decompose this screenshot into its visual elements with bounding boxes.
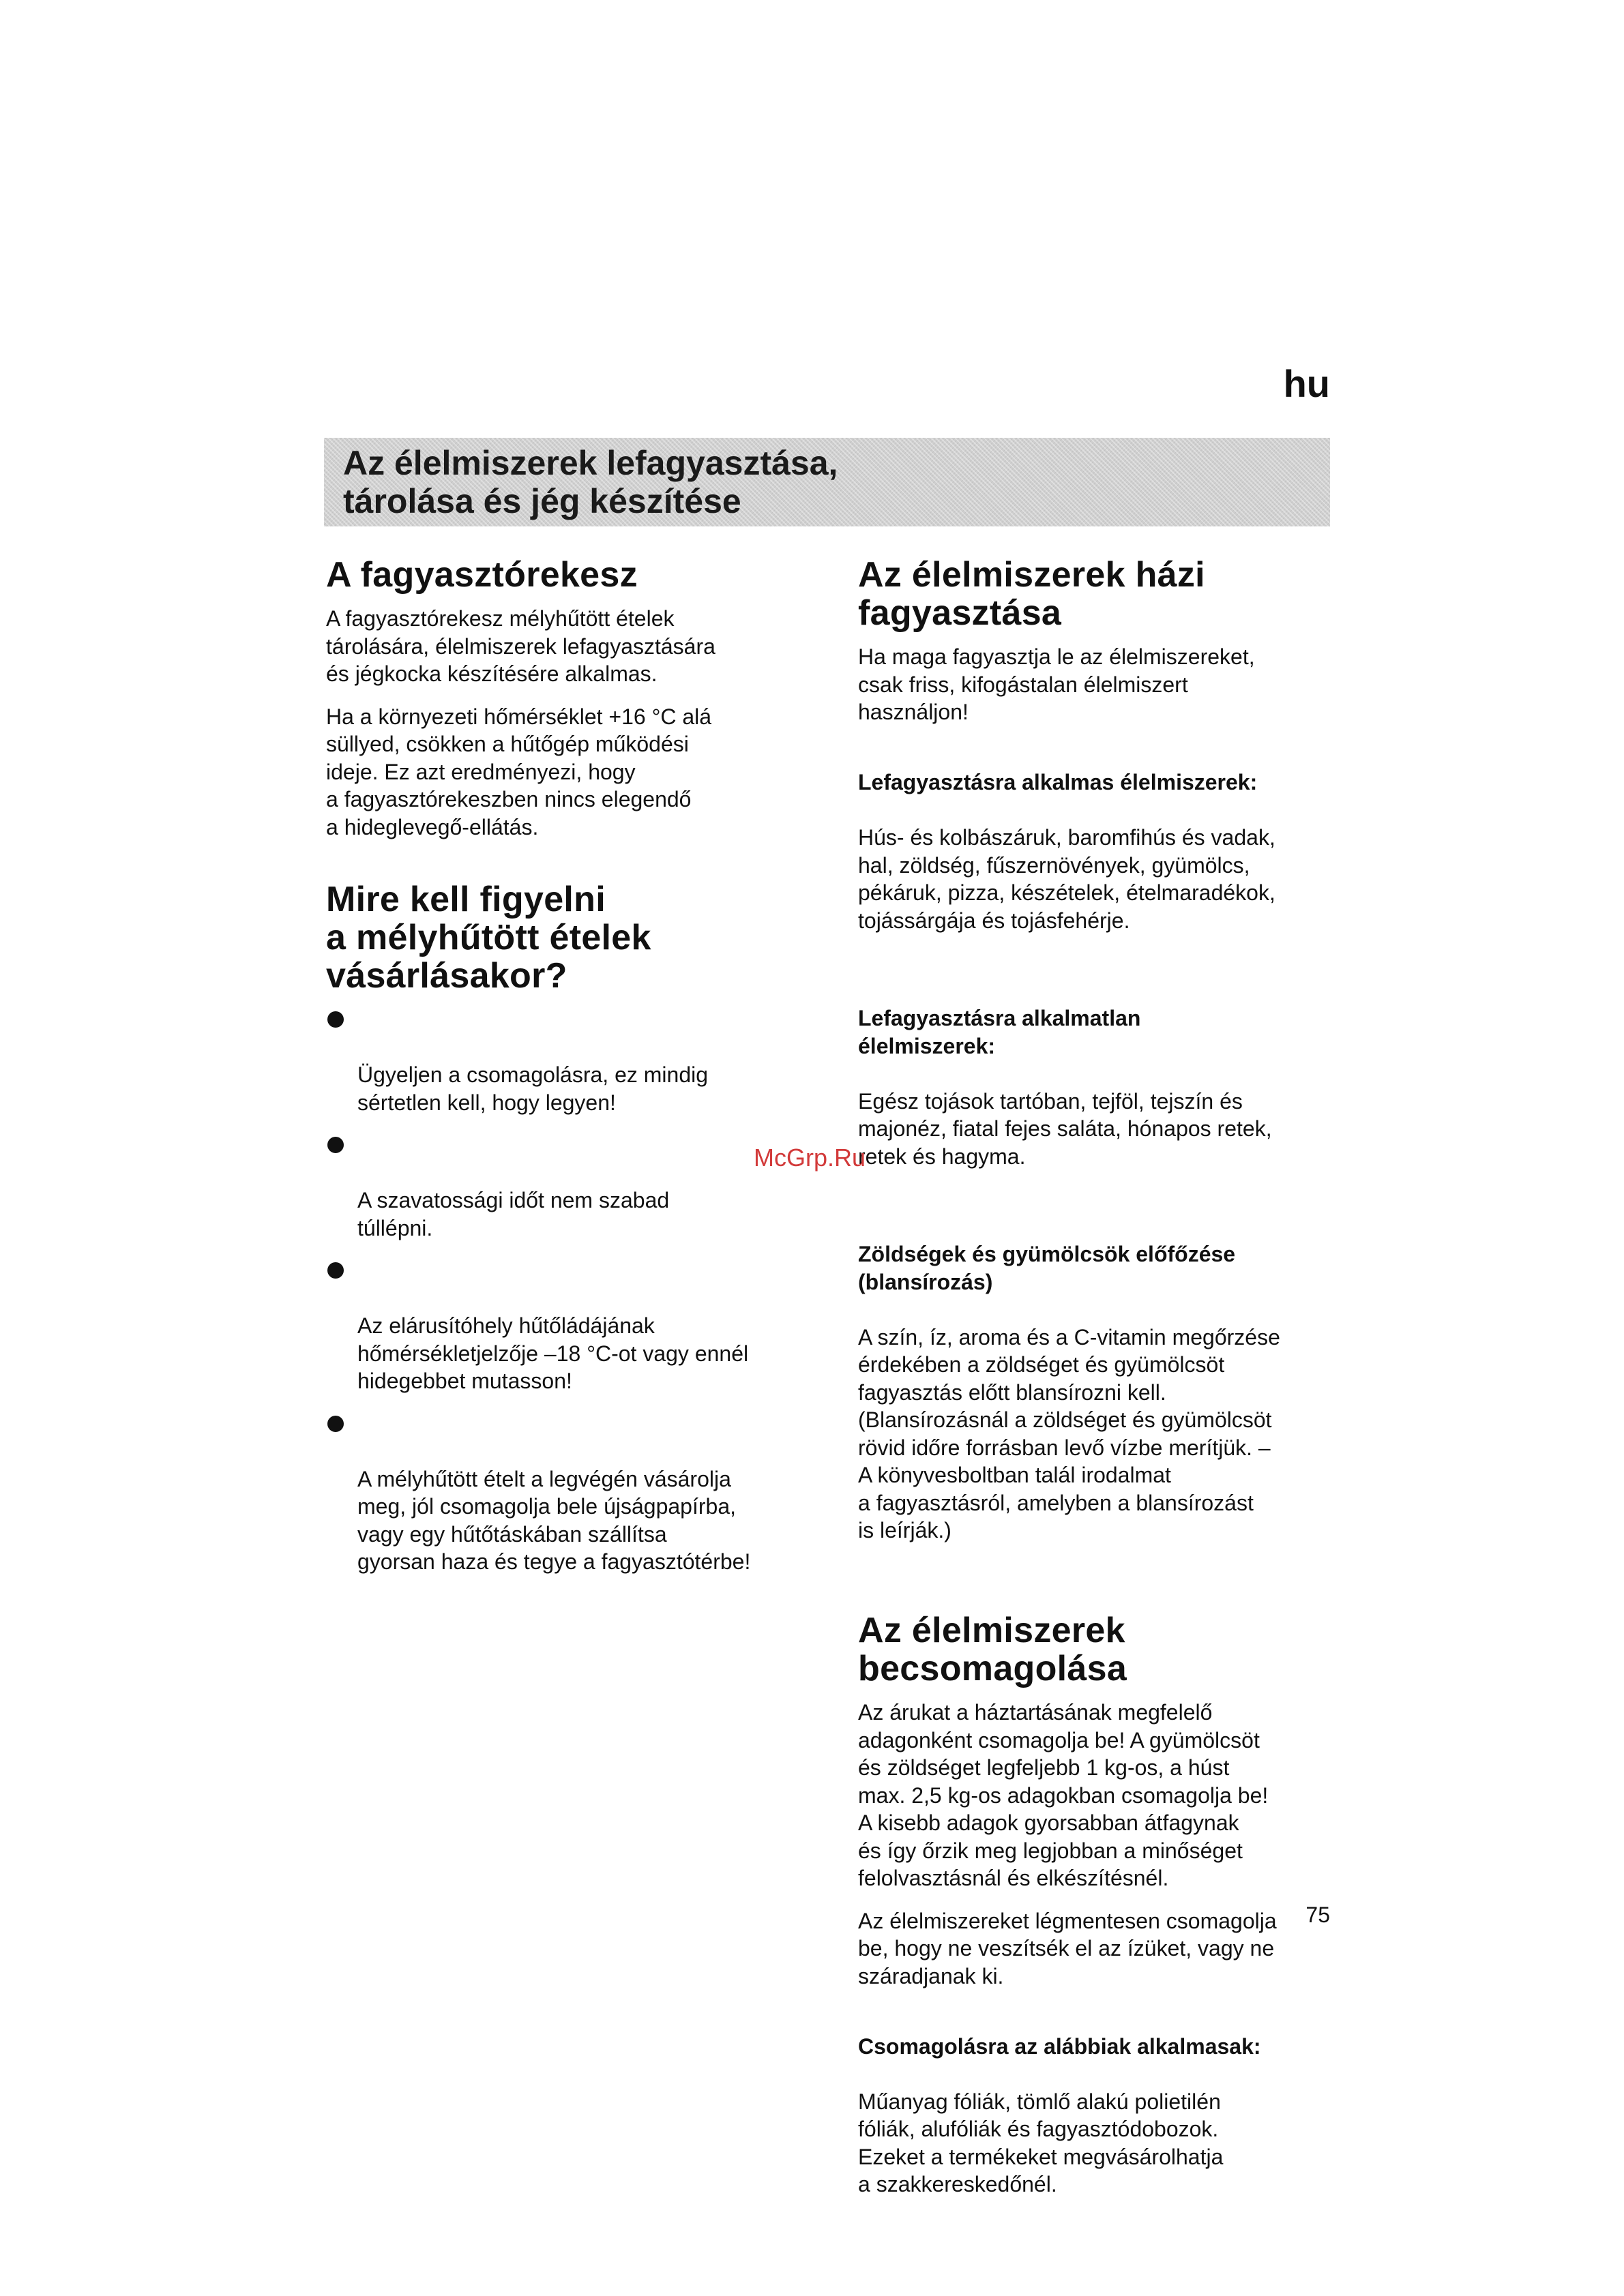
paragraph-airtight: Az élelmiszereket légmentesen csomagolja be, hogy ne veszítsék el az ízüket, vagy ne száradjanak ki.	[858, 1908, 1277, 1988]
paragraph-portioning: Az árukat a háztartásának megfelelő adagonként csomagolja be! A gyümölcsöt és zöldséget legfeljebb 1 kg-os, a húst max. 2,5 kg-os adagokban csomagolja be! A kisebb adagok gyorsabban átfagynak és így őrzik meg legjobban a minőséget felolvasztásnál és elkészítésnél.	[858, 1700, 1269, 1890]
list-item	[326, 1257, 797, 1395]
paragraph-freezer-purpose: A fagyasztórekesz mélyhűtött ételek tárolására, élelmiszerek lefagyasztására és jégkocka készítésére alkalmas.	[326, 606, 715, 686]
language-tag: hu	[1283, 362, 1330, 405]
bullet-icon	[327, 1416, 344, 1432]
paragraph-blanching	[858, 1213, 1335, 1572]
bullet-icon	[327, 1137, 344, 1153]
section-banner	[324, 438, 1330, 526]
list-item-text: Ügyeljen a csomagolásra, ez mindig sértetlen kell, hogy legyen!	[357, 1062, 709, 1115]
bullet-icon	[327, 1262, 344, 1279]
paragraph-suitable-foods	[858, 741, 1335, 962]
page-number: 75	[1305, 1903, 1330, 1927]
unsuitable-foods-text: Egész tojások tartóban, tejföl, tejszín és majonéz, fiatal fejes saláta, hónapos retek, retek és hagyma.	[858, 1088, 1272, 1169]
packaging-materials-label: Csomagolásra az alábbiak alkalmasak:	[858, 2033, 1261, 2059]
blanching-text: A szín, íz, aroma és a C-vitamin megőrzése érdekében a zöldséget és gyümölcsöt fagyasztás előtt blansírozni kell. (Blansírozásnál a zöldséget és gyümölcsöt rövid időre forrásban levő vízbe merítjük. – A könyvesboltban talál irodalmat a fagyasztásról, amelyben a blansírozást is leírják.)	[858, 1324, 1280, 1542]
paragraph-home-freezing-intro: Ha maga fagyasztja le az élelmiszereket, csak friss, kifogástalan élelmiszert használjon!	[858, 644, 1255, 724]
paragraph-ambient-temperature: Ha a környezeti hőmérséklet +16 °C alá süllyed, csökken a hűtőgép működési ideje. Ez azt eredményezi, hogy a fagyasztórekeszben nincs elegendő a hideglevegő-ellátás.	[326, 704, 712, 839]
banner-title: Az élelmiszerek lefagyasztása, tárolása és jég készítése	[343, 444, 838, 520]
list-item	[326, 1131, 797, 1242]
paragraph-unsuitable-foods	[858, 977, 1335, 1198]
paragraph-packaging-materials	[858, 2005, 1335, 2226]
list-item	[326, 1006, 797, 1116]
right-column	[858, 556, 1335, 2241]
heading-packaging: Az élelmiszerek becsomagolása	[858, 1611, 1127, 1688]
unsuitable-foods-label: Lefagyasztásra alkalmatlan élelmiszerek:	[858, 1006, 1141, 1058]
heading-home-freezing: Az élelmiszerek házi fagyasztása	[858, 555, 1205, 633]
watermark-text: McGrp.Ru	[754, 1144, 866, 1172]
left-column	[326, 556, 797, 1591]
heading-freezer-compartment: A fagyasztórekesz	[326, 555, 638, 595]
bullet-icon	[327, 1011, 344, 1028]
heading-buying-frozen-food: Mire kell figyelni a mélyhűtött ételek vásárlásakor?	[326, 880, 651, 996]
bullet-list	[326, 1006, 797, 1576]
suitable-foods-label: Lefagyasztásra alkalmas élelmiszerek:	[858, 770, 1258, 794]
list-item	[326, 1410, 797, 1576]
list-item-text: A mélyhűtött ételt a legvégén vásárolja meg, jól csomagolja bele újságpapírba, vagy egy hűtőtáskában szállítsa gyorsan haza és tegye a fagyasztótérbe!	[357, 1466, 751, 1574]
blanching-label: Zöldségek és gyümölcsök előfőzése (blansírozás)	[858, 1242, 1236, 1294]
packaging-materials-text: Műanyag fóliák, tömlő alakú polietilén fóliák, alufóliák és fagyasztódobozok. Ezeket a termékeket megvásárolhatja a szakkereskedőnél.	[858, 2089, 1224, 2196]
suitable-foods-text: Hús- és kolbászáruk, baromfihús és vadak, hal, zöldség, fűszernövények, gyümölcs, pékáruk, pizza, készételek, ételmaradékok, tojássárgája és tojásfehérje.	[858, 825, 1275, 933]
list-item-text: A szavatossági időt nem szabad túllépni.	[357, 1188, 670, 1240]
list-item-text: Az elárusítóhely hűtőládájának hőmérsékletjelzője –18 °C-ot vagy ennél hidegebbet mutasson!	[357, 1313, 749, 1393]
